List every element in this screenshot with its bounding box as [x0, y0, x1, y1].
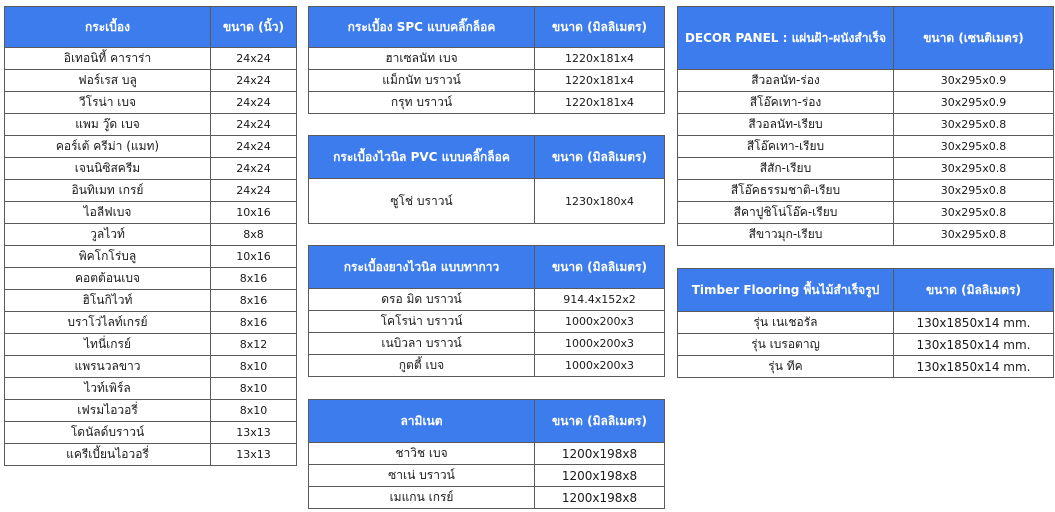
table-row [5, 312, 297, 334]
spc-header-name: กระเบื้อง SPC แบบคลิ๊กล็อค [309, 7, 535, 48]
vinyl-glue-header-name: กระเบื้องยางไวนิล แบบทากาว [309, 246, 535, 289]
table-row [5, 246, 297, 268]
table-row [309, 355, 665, 377]
table-row [678, 158, 1054, 180]
table-row [309, 70, 665, 92]
product-size-cell: 10x16 [211, 202, 297, 224]
product-name-cell: คอร์เต้ ครีม่า (แมท) [5, 136, 211, 158]
laminate-header-name: ลามิเนต [309, 400, 535, 443]
pvc-table [308, 135, 665, 224]
table-row [309, 179, 665, 224]
product-name-cell: กรุท บราวน์ [309, 92, 535, 114]
product-name-cell: สีโอ๊คธรรมชาติ-เรียบ [678, 180, 894, 202]
product-name-cell: วีโรน่า เบจ [5, 92, 211, 114]
product-name-cell: สีโอ๊คเทา-เรียบ [678, 136, 894, 158]
table-row [678, 180, 1054, 202]
product-size-cell: 13x13 [211, 422, 297, 444]
timber-header-name: Timber Flooring พื้นไม้สำเร็จรูป [678, 269, 894, 312]
product-size-cell: 1220x181x4 [535, 48, 665, 70]
table-row [678, 70, 1054, 92]
table-row [5, 202, 297, 224]
product-size-cell: 8x12 [211, 334, 297, 356]
pvc-header-name: กระเบื้องไวนิล PVC แบบคลิ๊กล็อค [309, 136, 535, 179]
vinyl-glue-header-size: ขนาด (มิลลิเมตร) [535, 246, 665, 289]
product-name-cell: ฮิโนกิไวท์ [5, 290, 211, 312]
vinyl-glue-table [308, 245, 665, 377]
spc-header-size: ขนาด (มิลลิเมตร) [535, 7, 665, 48]
product-size-cell: 30x295x0.8 [894, 224, 1054, 246]
product-size-cell: 8x16 [211, 290, 297, 312]
product-name-cell: ดรอ มิด บราวน์ [309, 289, 535, 311]
product-name-cell: สีวอลนัท-เรียบ [678, 114, 894, 136]
product-name-cell: เนบิวลา บราวน์ [309, 333, 535, 355]
product-size-cell: 1200x198x8 [535, 487, 665, 509]
table-row [678, 334, 1054, 356]
table-row [678, 224, 1054, 246]
table-row [5, 400, 297, 422]
product-name-cell: อินทิเมท เกรย์ [5, 180, 211, 202]
product-size-cell: 1000x200x3 [535, 311, 665, 333]
product-size-cell: 13x13 [211, 444, 297, 466]
product-name-cell: สีโอ๊คเทา-ร่อง [678, 92, 894, 114]
table-row [309, 289, 665, 311]
table-row [5, 70, 297, 92]
tile-header-name: กระเบื้อง [5, 7, 211, 48]
product-name-cell: เจนนิซิสครีม [5, 158, 211, 180]
product-size-cell: 8x16 [211, 312, 297, 334]
tile-header-size: ขนาด (นิ้ว) [211, 7, 297, 48]
product-name-cell: ไอลีฟเบจ [5, 202, 211, 224]
product-name-cell: รุ่น เนเชอรัล [678, 312, 894, 334]
product-size-cell: 914.4x152x2 [535, 289, 665, 311]
product-size-cell: 30x295x0.9 [894, 92, 1054, 114]
product-size-cell: 1000x200x3 [535, 333, 665, 355]
table-row [5, 334, 297, 356]
table-row [5, 268, 297, 290]
product-name-cell: ไวท์เพิร์ล [5, 378, 211, 400]
table-row [5, 180, 297, 202]
product-size-cell: 30x295x0.8 [894, 114, 1054, 136]
table-row [5, 92, 297, 114]
product-size-cell: 24x24 [211, 158, 297, 180]
product-name-cell: บราโว่ไลท์เกรย์ [5, 312, 211, 334]
product-size-cell: 8x10 [211, 356, 297, 378]
product-size-cell: 8x10 [211, 400, 297, 422]
table-row [5, 290, 297, 312]
product-name-cell: โดนัลด์บราวน์ [5, 422, 211, 444]
spc-table [308, 6, 665, 114]
product-name-cell: สีวอลนัท-ร่อง [678, 70, 894, 92]
product-name-cell: อิเทอนิที้ คาราร่า [5, 48, 211, 70]
decor-header-size: ขนาด (เซนติเมตร) [894, 7, 1054, 70]
product-size-cell: 24x24 [211, 136, 297, 158]
product-size-cell: 24x24 [211, 92, 297, 114]
table-row [309, 443, 665, 465]
product-size-cell: 8x10 [211, 378, 297, 400]
table-row [309, 311, 665, 333]
product-name-cell: แพม วู๊ด เบจ [5, 114, 211, 136]
product-size-cell: 8x16 [211, 268, 297, 290]
product-name-cell: ซาเน่ บราวน์ [309, 465, 535, 487]
product-size-cell: 1220x181x4 [535, 70, 665, 92]
product-name-cell: กูตตี้ เบจ [309, 355, 535, 377]
product-name-cell: เฟรมไอวอรี่ [5, 400, 211, 422]
laminate-header-size: ขนาด (มิลลิเมตร) [535, 400, 665, 443]
pvc-header-size: ขนาด (มิลลิเมตร) [535, 136, 665, 179]
product-size-cell: 24x24 [211, 70, 297, 92]
table-row [5, 48, 297, 70]
table-row [5, 114, 297, 136]
table-row [5, 444, 297, 466]
table-row [309, 92, 665, 114]
product-size-cell: 130x1850x14 mm. [894, 334, 1054, 356]
product-size-cell: 30x295x0.9 [894, 70, 1054, 92]
product-size-cell: 1230x180x4 [535, 179, 665, 224]
table-row [678, 202, 1054, 224]
product-name-cell: แพรนวลขาว [5, 356, 211, 378]
table-row [309, 333, 665, 355]
product-size-cell: 1200x198x8 [535, 465, 665, 487]
product-name-cell: วูลไวท์ [5, 224, 211, 246]
product-size-cell: 30x295x0.8 [894, 180, 1054, 202]
product-name-cell: โคโรน่า บราวน์ [309, 311, 535, 333]
table-row [5, 158, 297, 180]
product-size-cell: 24x24 [211, 114, 297, 136]
product-name-cell: รุ่น เบรอตาญ [678, 334, 894, 356]
table-row [309, 487, 665, 509]
product-size-cell: 30x295x0.8 [894, 158, 1054, 180]
product-name-cell: ฮาเซลนัท เบจ [309, 48, 535, 70]
table-row [678, 136, 1054, 158]
product-name-cell: สีขาวมุก-เรียบ [678, 224, 894, 246]
table-row [5, 378, 297, 400]
product-size-cell: 30x295x0.8 [894, 202, 1054, 224]
product-size-cell: 130x1850x14 mm. [894, 356, 1054, 378]
decor-panel-table [677, 6, 1054, 246]
table-row [678, 312, 1054, 334]
product-name-cell: แครีเบี้ยนไอวอรี่ [5, 444, 211, 466]
tile-table [4, 6, 297, 466]
table-row [309, 48, 665, 70]
product-size-cell: 8x8 [211, 224, 297, 246]
table-row [5, 136, 297, 158]
table-row [5, 356, 297, 378]
laminate-table [308, 399, 665, 509]
product-name-cell: คอตต้อนเบจ [5, 268, 211, 290]
product-name-cell: แม็กนัท บราวน์ [309, 70, 535, 92]
table-row [5, 422, 297, 444]
product-name-cell: ซูโช่ บราวน์ [309, 179, 535, 224]
product-name-cell: รุ่น ทีค [678, 356, 894, 378]
product-name-cell: ไทนี่เกรย์ [5, 334, 211, 356]
product-name-cell: สีสัก-เรียบ [678, 158, 894, 180]
product-size-cell: 24x24 [211, 48, 297, 70]
product-size-cell: 1000x200x3 [535, 355, 665, 377]
product-name-cell: ชาวิช เบจ [309, 443, 535, 465]
product-name-cell: สีคาปูชิโน่โอ๊ค-เรียบ [678, 202, 894, 224]
decor-header-name: DECOR PANEL : แผ่นฝ้า-ผนังสำเร็จ [678, 7, 894, 70]
table-row [678, 356, 1054, 378]
product-size-cell: 10x16 [211, 246, 297, 268]
table-row [5, 224, 297, 246]
product-size-cell: 130x1850x14 mm. [894, 312, 1054, 334]
product-name-cell: พิคโกโร่บลู [5, 246, 211, 268]
product-name-cell: เมแกน เกรย์ [309, 487, 535, 509]
table-row [678, 114, 1054, 136]
product-size-cell: 24x24 [211, 180, 297, 202]
table-row [309, 465, 665, 487]
timber-flooring-table [677, 268, 1054, 378]
product-size-cell: 30x295x0.8 [894, 136, 1054, 158]
timber-header-size: ขนาด (มิลลิเมตร) [894, 269, 1054, 312]
product-size-cell: 1200x198x8 [535, 443, 665, 465]
table-row [678, 92, 1054, 114]
product-size-cell: 1220x181x4 [535, 92, 665, 114]
product-name-cell: ฟอร์เรส บลู [5, 70, 211, 92]
